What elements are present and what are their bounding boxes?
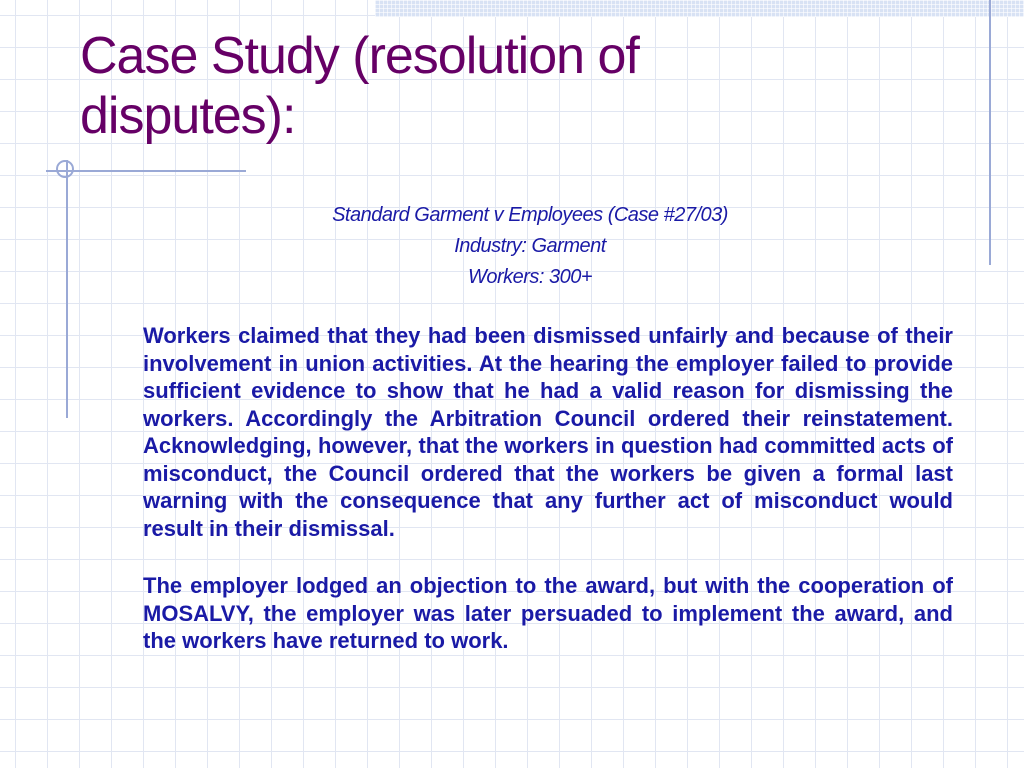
title-underline-accent [46, 170, 246, 172]
case-name: Standard Garment v Employees (Case #27/03) [332, 204, 728, 226]
top-decorative-band [375, 0, 1024, 17]
right-vertical-accent-line [989, 0, 991, 265]
circle-ornament-icon [56, 160, 74, 178]
paragraph-dismissal-ruling: Workers claimed that they had been dismissed unfairly and because of their involvement in union activities. At the hearing the employer failed to provide sufficient evidence to show that he had a valid reason for dismissing the workers. Accordingly the Arbitration Council ordered their reinstatement. Acknowledging, however, that the workers in question had committed acts of misconduct, the Council ordered that the workers be given a formal last warning with the consequence that any further act of misconduct would result in their dismissal. [143, 323, 953, 541]
case-description [143, 322, 953, 655]
case-workers: Workers: 300+ [467, 266, 593, 288]
paragraph-outcome: The employer lodged an objection to the award, but with the cooperation of MOSALVY, the employer was later persuaded to implement the award, and the workers have returned to work. [143, 573, 953, 653]
slide-title: Case Study (resolution of disputes): [80, 27, 639, 145]
left-vertical-accent-line [66, 160, 68, 418]
case-info [180, 200, 880, 293]
case-industry: Industry: Garment [454, 235, 606, 257]
